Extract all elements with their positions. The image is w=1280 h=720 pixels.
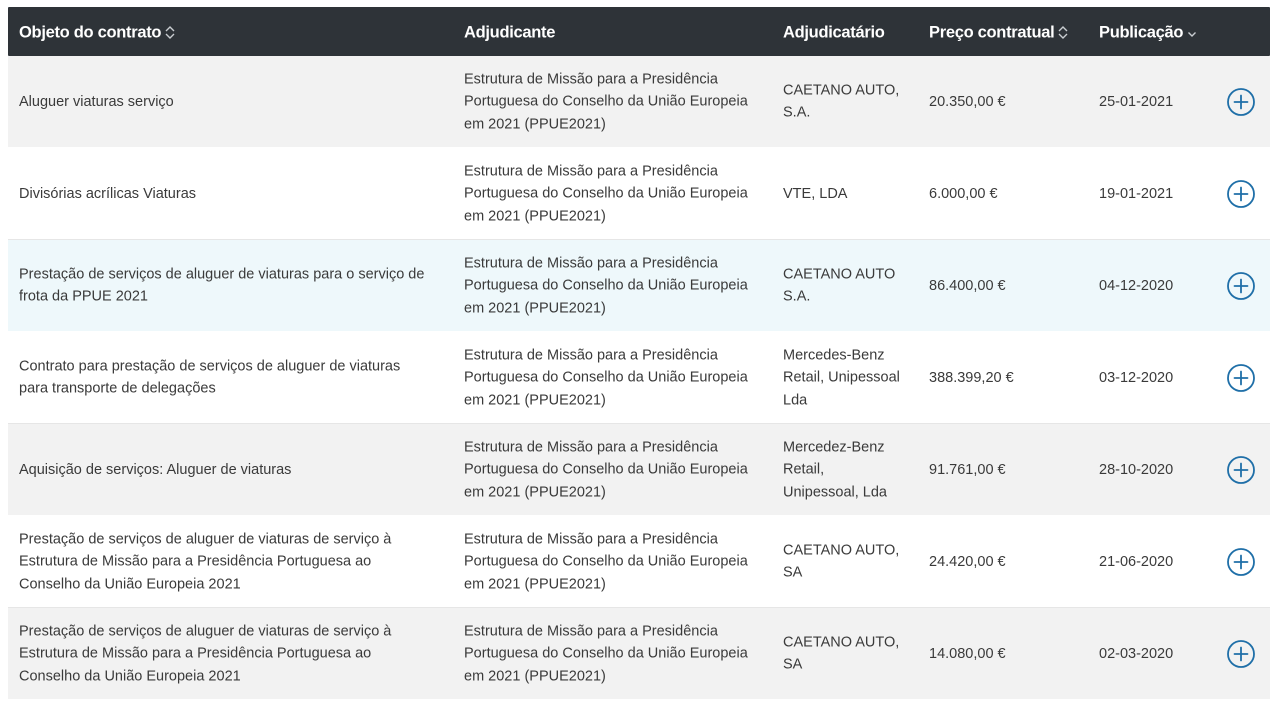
cell-objeto-line: Contrato para prestação de serviços de aluguer de viaturas [19, 358, 401, 374]
cell-preco: 91.761,00 € [929, 461, 1006, 478]
cell-objeto-line: Estrutura de Missão para a Presidência Portuguesa ao [19, 645, 372, 662]
cell-publicacao: 19-01-2021 [1099, 185, 1174, 202]
cell-adjudicatario-line: Mercedez-Benz [783, 438, 885, 455]
column-header-label: Preço contratual [929, 23, 1055, 41]
cell-objeto-line: Conselho da União Europeia 2021 [19, 667, 241, 684]
table-row [8, 332, 1270, 424]
cell-objeto [19, 620, 444, 688]
sort-desc-icon [1187, 27, 1197, 43]
expand-button[interactable] [1226, 455, 1256, 485]
cell-adjudicatario [783, 79, 913, 124]
cell-adjudicante-line: Portuguesa do Conselho da União Europeia [464, 277, 748, 294]
cell-objeto [19, 90, 444, 113]
table-body [8, 56, 1270, 700]
cell-adjudicatario [783, 539, 913, 584]
table-row [8, 424, 1270, 516]
column-header-adjudicatario [783, 21, 913, 42]
contracts-table [8, 7, 1270, 700]
cell-objeto-line: frota da PPUE 2021 [19, 288, 148, 305]
table-row [8, 56, 1270, 148]
cell-adjudicante-line: em 2021 (PPUE2021) [464, 575, 606, 592]
cell-adjudicatario [783, 263, 913, 308]
cell-adjudicatario-line: Unipessoal, Lda [783, 483, 887, 500]
cell-publicacao: 21-06-2020 [1099, 553, 1174, 570]
cell-adjudicante-line: Portuguesa do Conselho da União Europeia [464, 461, 748, 478]
table-row [8, 240, 1270, 332]
cell-adjudicatario-line: Lda [783, 391, 808, 408]
cell-objeto-line: para transporte de delegações [19, 380, 216, 397]
cell-objeto [19, 182, 444, 205]
table-header [8, 7, 1270, 56]
cell-adjudicante [464, 436, 764, 504]
cell-objeto-line: Prestação de serviços de aluguer de viaturas de serviço à [19, 530, 392, 547]
cell-objeto-line: Aquisição de serviços: Aluguer de viaturas [19, 461, 292, 478]
cell-adjudicante-line: em 2021 (PPUE2021) [464, 115, 606, 132]
plus-circle-icon [1226, 455, 1256, 485]
cell-adjudicatario-line: Retail, Unipessoal [783, 369, 900, 386]
cell-adjudicante-line: em 2021 (PPUE2021) [464, 391, 606, 408]
cell-adjudicante [464, 68, 764, 136]
cell-adjudicante-line: Estrutura de Missão para a Presidência [464, 530, 718, 547]
cell-adjudicatario-line: VTE, LDA [783, 185, 848, 202]
cell-adjudicante-line: Estrutura de Missão para a Presidência [464, 438, 718, 455]
cell-adjudicante [464, 620, 764, 688]
sort-icon [1057, 25, 1069, 41]
column-header-adjudicante [464, 21, 764, 42]
cell-adjudicatario [783, 436, 913, 504]
cell-publicacao: 02-03-2020 [1099, 645, 1174, 662]
expand-button[interactable] [1226, 87, 1256, 117]
cell-adjudicatario-line: CAETANO AUTO, [783, 82, 900, 98]
plus-circle-icon [1226, 271, 1256, 301]
cell-adjudicante-line: Portuguesa do Conselho da União Europeia [464, 553, 748, 570]
column-header-label: Objeto do contrato [19, 23, 162, 41]
expand-button[interactable] [1226, 547, 1256, 577]
expand-button[interactable] [1226, 363, 1256, 393]
expand-button[interactable] [1226, 271, 1256, 301]
table-row [8, 148, 1270, 240]
cell-objeto [19, 458, 444, 481]
cell-adjudicante-line: Portuguesa do Conselho da União Europeia [464, 185, 748, 202]
cell-publicacao: 28-10-2020 [1099, 461, 1174, 478]
plus-circle-icon [1226, 639, 1256, 669]
cell-adjudicatario-line: S.A. [783, 104, 811, 121]
cell-objeto-line: Divisórias acrílicas Viaturas [19, 185, 197, 202]
cell-adjudicante-line: Estrutura de Missão para a Presidência [464, 346, 718, 363]
cell-adjudicante [464, 528, 764, 596]
cell-adjudicatario-line: CAETANO AUTO, [783, 634, 900, 650]
cell-adjudicatario [783, 344, 913, 412]
column-header-preco[interactable] [929, 21, 1089, 42]
cell-adjudicatario-line: SA [783, 656, 803, 673]
cell-preco: 86.400,00 € [929, 277, 1006, 294]
cell-adjudicatario-line: CAETANO AUTO, [783, 542, 900, 558]
table-row [8, 608, 1270, 700]
cell-objeto-line: Prestação de serviços de aluguer de viaturas de serviço à [19, 622, 392, 639]
cell-adjudicante-line: em 2021 (PPUE2021) [464, 667, 606, 684]
cell-adjudicante [464, 252, 764, 320]
cell-adjudicante-line: em 2021 (PPUE2021) [464, 483, 606, 500]
cell-adjudicatario-line: SA [783, 564, 803, 581]
sort-icon [164, 25, 176, 41]
cell-objeto-line: Prestação de serviços de aluguer de viaturas para o serviço de [19, 266, 425, 282]
cell-objeto-line: Aluguer viaturas serviço [19, 93, 174, 110]
cell-adjudicatario [783, 631, 913, 676]
cell-adjudicante-line: Estrutura de Missão para a Presidência [464, 70, 718, 87]
cell-adjudicante [464, 344, 764, 412]
expand-button[interactable] [1226, 179, 1256, 209]
cell-objeto [19, 528, 444, 596]
cell-adjudicante-line: Portuguesa do Conselho da União Europeia [464, 93, 748, 110]
column-header-label: Adjudicatário [783, 23, 885, 41]
cell-adjudicante-line: em 2021 (PPUE2021) [464, 299, 606, 316]
cell-adjudicante-line: Portuguesa do Conselho da União Europeia [464, 645, 748, 662]
cell-objeto [19, 355, 444, 400]
cell-adjudicante-line: Estrutura de Missão para a Presidência [464, 254, 718, 271]
cell-publicacao: 03-12-2020 [1099, 369, 1174, 386]
cell-preco: 14.080,00 € [929, 645, 1006, 662]
cell-objeto-line: Conselho da União Europeia 2021 [19, 575, 241, 592]
cell-adjudicante-line: Portuguesa do Conselho da União Europeia [464, 369, 748, 386]
table-row [8, 516, 1270, 608]
plus-circle-icon [1226, 87, 1256, 117]
expand-button[interactable] [1226, 639, 1256, 669]
column-header-label: Publicação [1099, 23, 1184, 41]
cell-publicacao: 04-12-2020 [1099, 277, 1174, 294]
cell-adjudicante [464, 160, 764, 228]
cell-preco: 20.350,00 € [929, 93, 1006, 110]
cell-preco: 6.000,00 € [929, 185, 998, 202]
cell-adjudicante-line: Estrutura de Missão para a Presidência [464, 162, 718, 179]
column-header-label: Adjudicante [464, 23, 556, 41]
plus-circle-icon [1226, 179, 1256, 209]
cell-adjudicatario-line: S.A. [783, 288, 811, 305]
cell-publicacao: 25-01-2021 [1099, 93, 1174, 110]
cell-objeto [19, 263, 444, 308]
cell-adjudicatario-line: Mercedes-Benz [783, 346, 885, 363]
column-header-publicacao[interactable] [1099, 21, 1229, 42]
cell-preco: 24.420,00 € [929, 553, 1006, 570]
cell-adjudicatario [783, 182, 913, 205]
cell-adjudicante-line: em 2021 (PPUE2021) [464, 207, 606, 224]
plus-circle-icon [1226, 547, 1256, 577]
cell-adjudicante-line: Estrutura de Missão para a Presidência [464, 622, 718, 639]
cell-preco: 388.399,20 € [929, 369, 1014, 386]
cell-objeto-line: Estrutura de Missão para a Presidência Portuguesa ao [19, 553, 372, 570]
plus-circle-icon [1226, 363, 1256, 393]
cell-adjudicatario-line: CAETANO AUTO [783, 266, 896, 282]
column-header-objeto[interactable] [19, 21, 444, 42]
cell-adjudicatario-line: Retail, [783, 461, 825, 478]
